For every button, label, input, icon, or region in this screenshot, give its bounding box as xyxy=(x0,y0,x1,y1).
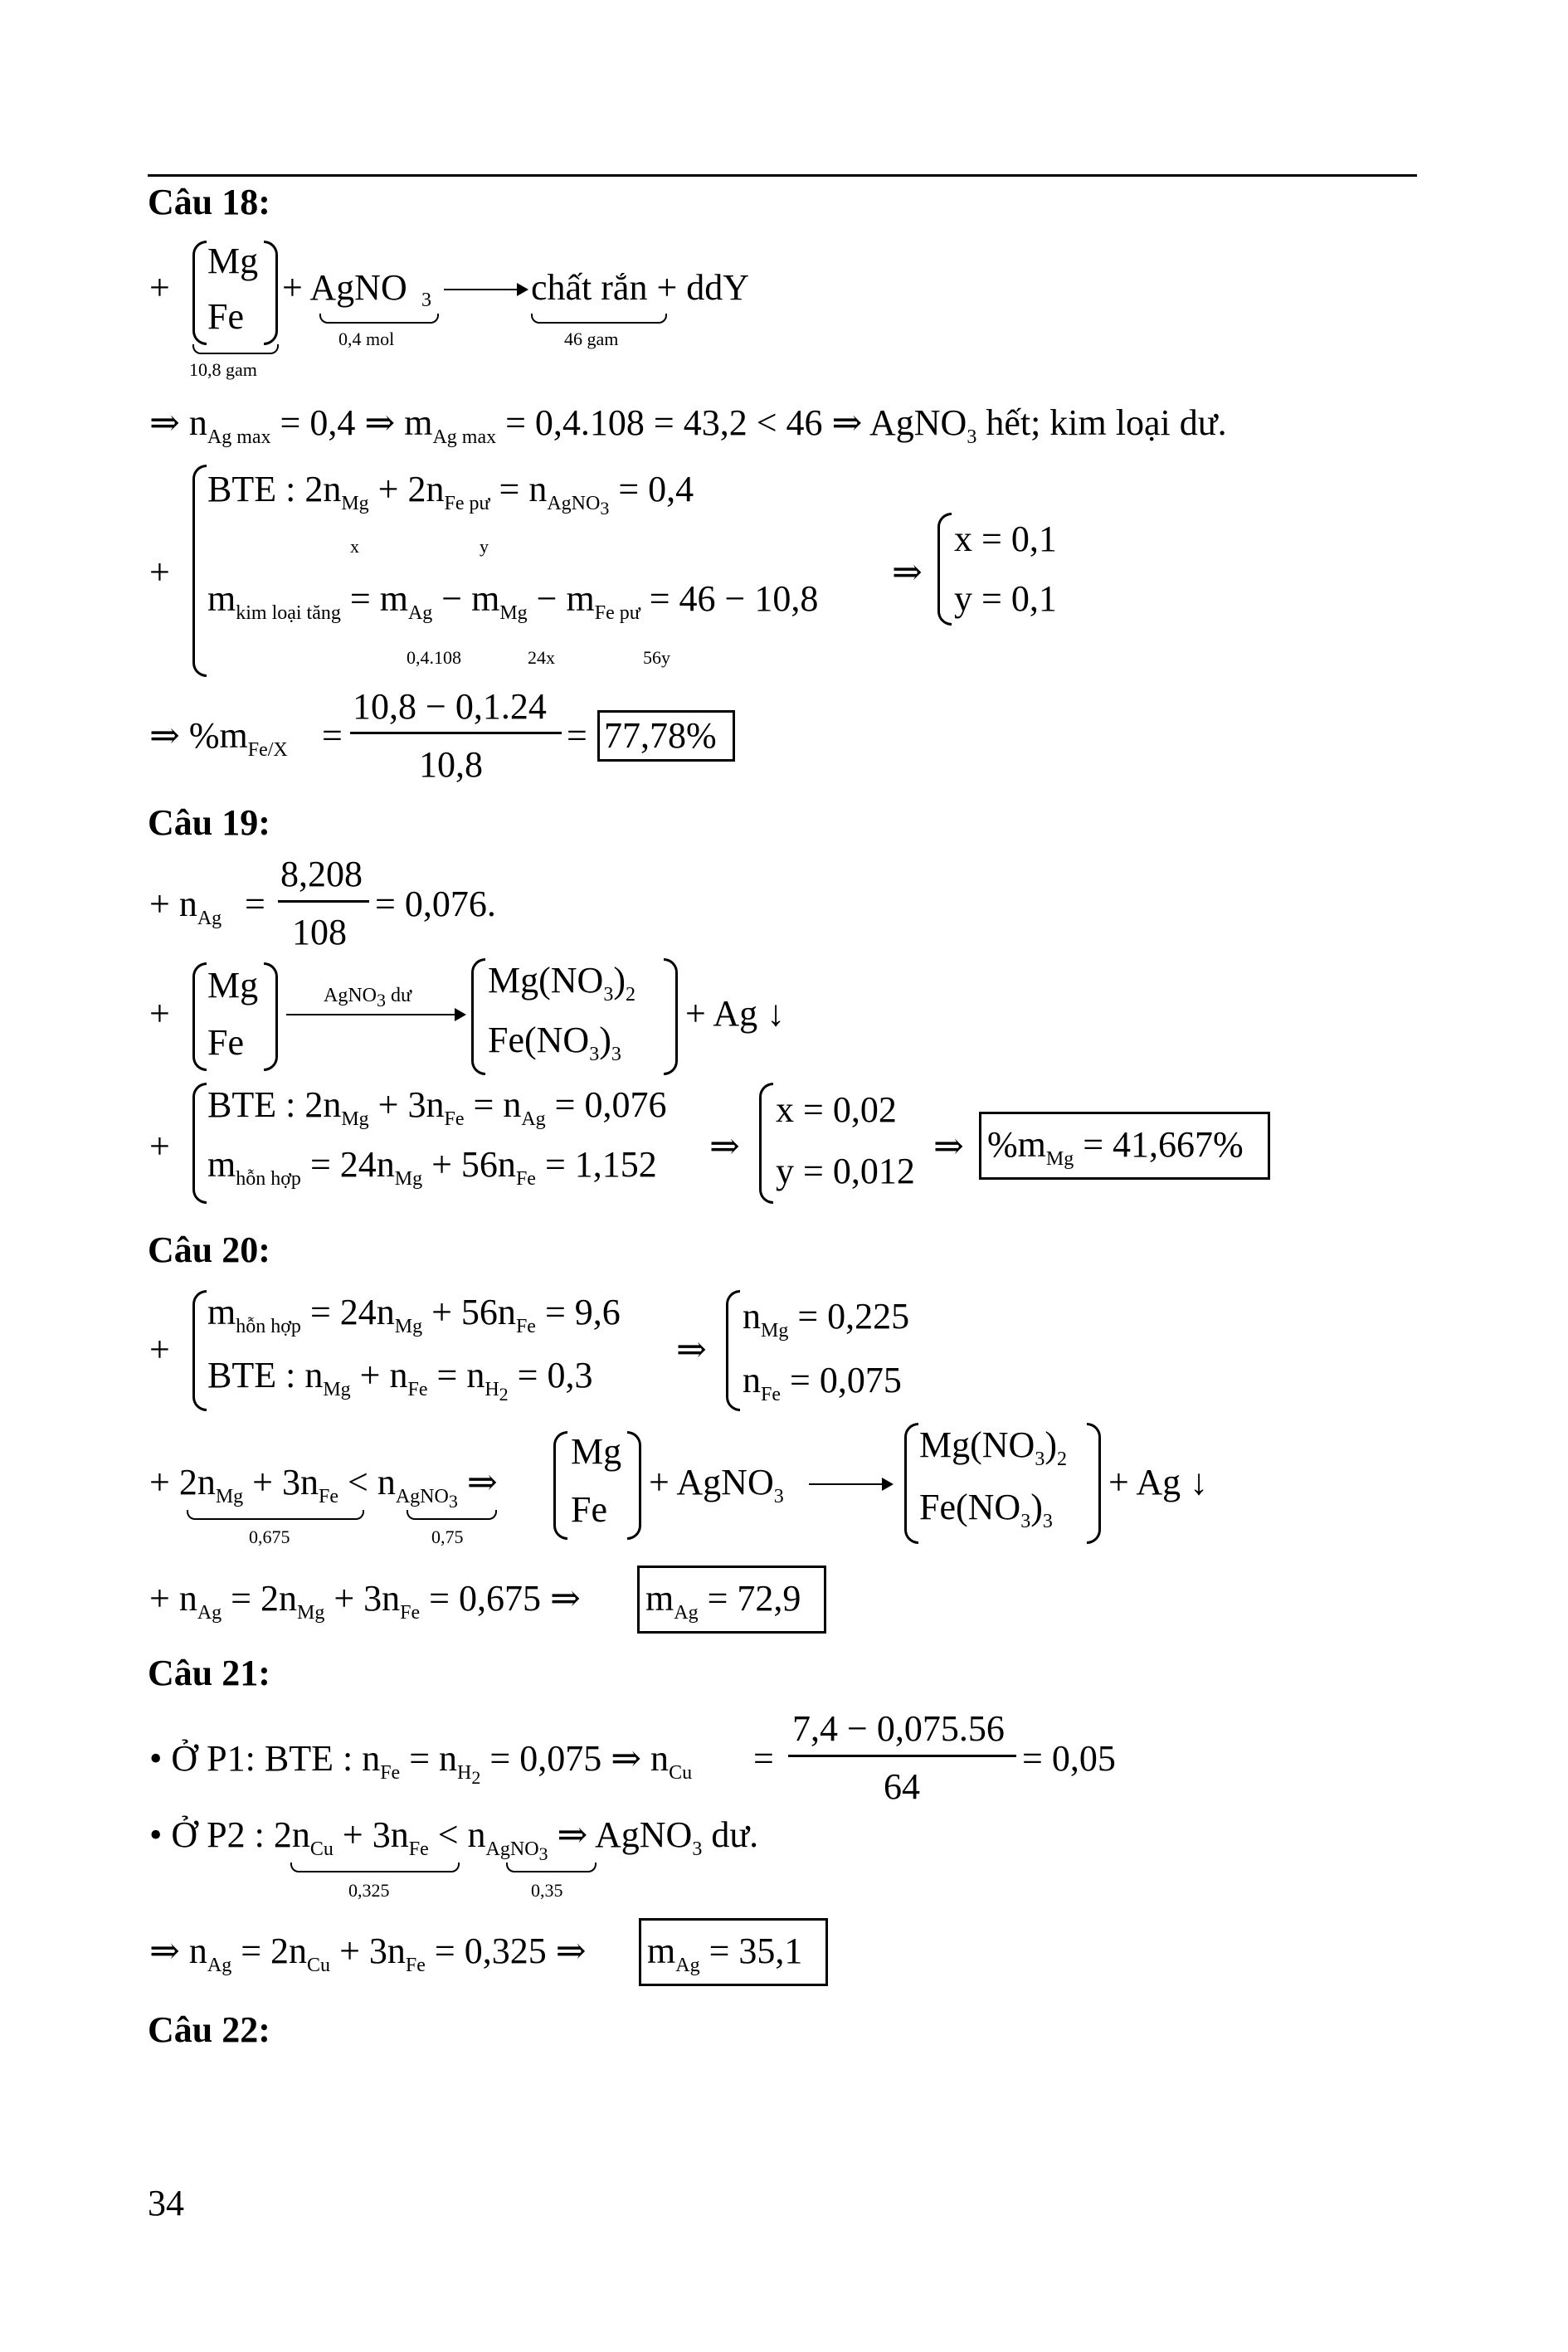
q19-bte: BTE : $2n_{Mg} + 3n_{Fe} = n_{Ag} = 0,076$ xyxy=(207,1084,667,1130)
q18-label-56y: 56y xyxy=(643,647,670,668)
q19-implies2: ⇒ xyxy=(933,1126,964,1166)
q19-sys-plus: + xyxy=(149,1126,170,1166)
q18-brace-right xyxy=(264,241,278,345)
q18-bte: BTE : $2n_{Mg} + 2n_{Fe pư} = n_{AgNO_3} = 0,4$ xyxy=(207,469,694,519)
q21-result: $m_{Ag} = 35,1$ xyxy=(647,1931,803,1976)
q19-implies: ⇒ xyxy=(709,1126,740,1166)
q19-nag: + $n_{Ag}$ xyxy=(149,884,222,929)
q20-res-fe: $n_{Fe} = 0,075$ xyxy=(743,1360,902,1405)
q19-result: $\%m_{Mg} = 41,667\%$ xyxy=(987,1124,1244,1170)
q18-res-x: x = 0,1 xyxy=(954,519,1057,559)
q21-heading: Câu 21: xyxy=(148,1653,270,1693)
q19-prod1: $Mg(NO_3)_2$ xyxy=(488,960,635,1006)
q18-reaction-arrow xyxy=(444,289,527,290)
q19-plus-ag: + Ag ↓ xyxy=(685,993,786,1034)
q19-res-y: y = 0,012 xyxy=(776,1151,915,1191)
q18-pct-num: 10,8 − 0,1.24 xyxy=(353,686,547,727)
q18-res-y: y = 0,1 xyxy=(954,578,1057,619)
q20-system-brace xyxy=(192,1290,207,1411)
q20-mass: $m_{hỗn hợp} = 24n_{Mg} + 56n_{Fe} = 9,6$ xyxy=(207,1292,621,1337)
q20-mg: Mg xyxy=(571,1431,622,1472)
q20-fe: Fe xyxy=(571,1489,607,1530)
q19-r-plus: + xyxy=(149,993,170,1034)
q20-brace-l2 xyxy=(904,1423,918,1544)
q18-pct-den: 10,8 xyxy=(419,744,483,785)
q18-pct: ⇒ $\%m_{Fe/X}$ xyxy=(149,715,288,761)
q20-nag: + $n_{Ag} = 2n_{Mg} + 3n_{Fe} = 0,675$ ⇒ xyxy=(149,1578,581,1624)
q20-brace-r2 xyxy=(1087,1423,1101,1544)
q18-pct-eq2: = xyxy=(567,715,587,756)
q18-var-y: y xyxy=(480,536,489,557)
q21-label-0325: 0,325 xyxy=(348,1880,390,1901)
q20-label-075: 0,75 xyxy=(431,1527,464,1547)
q20-reaction-arrow xyxy=(809,1483,892,1485)
q19-prod2: $Fe(NO_3)_3$ xyxy=(488,1020,621,1065)
q20-res-mg: $n_{Mg} = 0,225$ xyxy=(743,1296,910,1342)
q21-p1-den: 64 xyxy=(884,1766,920,1807)
page-number: 34 xyxy=(148,2183,184,2223)
q18-system-brace xyxy=(192,465,207,677)
q19-brace-r2 xyxy=(664,958,678,1075)
q21-p2: • Ở P2 : $2n_{Cu} + 3n_{Fe} < n_{AgNO_3}$ ⇒ AgNO$_3$ dư. xyxy=(149,1814,759,1864)
q18-products: chất rắn + ddY xyxy=(531,267,750,308)
q18-underbrace-mix xyxy=(192,344,279,354)
q18-mg: Mg xyxy=(207,241,259,281)
q18-fraction-bar xyxy=(350,732,562,734)
q18-fe: Fe xyxy=(207,296,244,337)
q19-nag-res: = 0,076. xyxy=(375,884,496,924)
q21-underbrace-0325 xyxy=(290,1863,460,1872)
q20-compare: + $2n_{Mg} + 3n_{Fe} < n_{AgNO_3}$ ⇒ xyxy=(149,1462,498,1512)
q19-mg: Mg xyxy=(207,965,259,1006)
q19-nag-num: 8,208 xyxy=(280,854,363,894)
q18-sub3: 3 xyxy=(421,290,431,311)
q20-brace-r1 xyxy=(627,1431,641,1540)
q21-p1-eq: = xyxy=(753,1738,774,1779)
q20-bte: BTE : $n_{Mg} + n_{Fe} = n_{H_2} = 0,3$ xyxy=(207,1355,593,1405)
q18-pct-eq: = xyxy=(322,715,343,756)
q18-label-04mol: 0,4 mol xyxy=(338,329,395,349)
q21-nag: ⇒ $n_{Ag} = 2n_{Cu} + 3n_{Fe} = 0,325$ ⇒ xyxy=(149,1931,587,1976)
q22-heading: Câu 22: xyxy=(148,2009,270,2050)
q19-system-brace xyxy=(192,1083,207,1204)
q20-implies: ⇒ xyxy=(676,1329,707,1370)
q19-mass: $m_{hỗn hợp} = 24n_{Mg} + 56n_{Fe} = 1,152$ xyxy=(207,1144,657,1190)
q19-nag-den: 108 xyxy=(292,912,347,952)
q20-plus-agno3: + AgNO$_3$ xyxy=(649,1462,784,1507)
q20-plus-ag: + Ag ↓ xyxy=(1108,1462,1209,1502)
q18-implies: ⇒ xyxy=(892,552,923,592)
q18-pct-result: 77,78% xyxy=(604,715,717,756)
q20-prod1: $Mg(NO_3)_2$ xyxy=(919,1424,1067,1470)
q21-fraction-bar xyxy=(788,1755,1016,1757)
q19-brace-r1 xyxy=(264,962,278,1071)
q20-brace-l1 xyxy=(553,1431,567,1540)
q20-prod2: $Fe(NO_3)_3$ xyxy=(919,1487,1053,1532)
q20-result: $m_{Ag} = 72,9$ xyxy=(645,1578,801,1624)
q19-fraction-bar xyxy=(278,900,369,903)
q21-p1: • Ở P1: BTE : $n_{Fe} = n_{H_2} = 0,075$ ⇒ $n_{Cu}$ xyxy=(149,1738,693,1788)
q18-system-plus: + xyxy=(149,552,170,592)
q20-sys-plus: + xyxy=(149,1329,170,1370)
q19-arrow-label: AgNO$_3$ dư xyxy=(324,985,412,1010)
header-rule xyxy=(148,174,1417,177)
q18-label-24x: 24x xyxy=(528,647,555,668)
q18-underbrace-solid xyxy=(531,314,667,324)
q19-nag-eq: = xyxy=(245,884,265,924)
q18-plus: + xyxy=(149,267,170,308)
q20-label-0675: 0,675 xyxy=(249,1527,290,1547)
q21-underbrace-035 xyxy=(506,1863,597,1872)
q20-heading: Câu 20: xyxy=(148,1230,270,1270)
q18-r2: ⇒ $n_{Ag max} = 0,4$ ⇒ $m_{Ag max} = 0,4.108 = 43,2 < 46$ ⇒ AgNO$_3$ hết; kim loại dư. xyxy=(149,402,1227,448)
q18-result-brace xyxy=(937,513,952,626)
q19-res-x: x = 0,02 xyxy=(776,1089,897,1130)
q19-reaction-arrow xyxy=(286,1014,465,1015)
q19-brace-l2 xyxy=(471,958,485,1075)
q18-mass-eq: $m_{kim loại tăng} = m_{Ag} - m_{Mg} - m_{Fe pư} = 46 - 10,8$ xyxy=(207,578,819,624)
q18-plus-agno3: + AgNO xyxy=(282,267,407,308)
q18-label-108: 10,8 gam xyxy=(189,359,257,380)
q19-fe: Fe xyxy=(207,1022,244,1063)
q19-result-brace xyxy=(759,1083,773,1204)
q18-label-46: 46 gam xyxy=(564,329,619,349)
q19-heading: Câu 19: xyxy=(148,802,270,843)
q18-var-x: x xyxy=(350,536,359,557)
q20-underbrace-0675 xyxy=(187,1510,364,1520)
q18-heading: Câu 18: xyxy=(148,182,270,222)
q20-result-brace xyxy=(726,1290,740,1411)
q20-underbrace-075 xyxy=(407,1510,497,1520)
q21-p1-res: = 0,05 xyxy=(1022,1738,1116,1779)
q18-underbrace-agno3 xyxy=(319,314,439,324)
q21-p1-num: 7,4 − 0,075.56 xyxy=(792,1708,1005,1749)
q19-brace-l1 xyxy=(192,962,207,1071)
q18-brace-left xyxy=(192,241,207,345)
q18-label-04108: 0,4.108 xyxy=(407,647,461,668)
q21-label-035: 0,35 xyxy=(531,1880,563,1901)
